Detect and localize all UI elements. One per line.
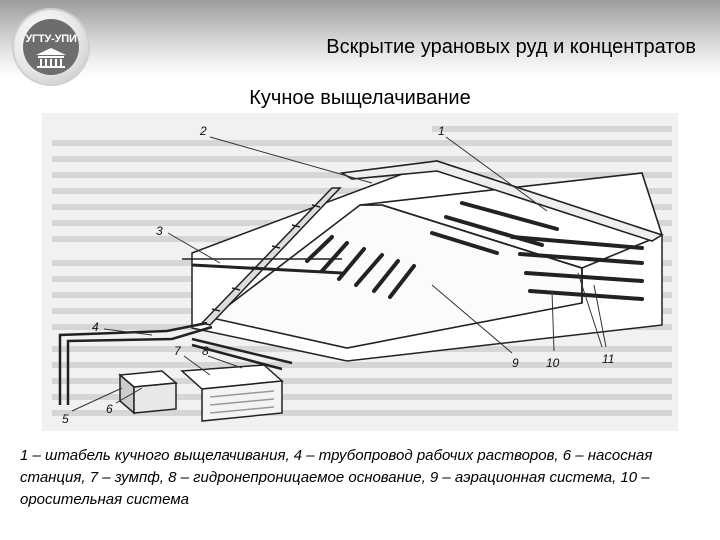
label-10: 10 xyxy=(546,356,560,370)
logo-text: УГТУ-УПИ xyxy=(25,33,77,45)
slide-title: Вскрытие урановых руд и концентратов xyxy=(326,36,696,58)
pump-station xyxy=(120,371,176,413)
label-7: 7 xyxy=(174,344,181,358)
label-5: 5 xyxy=(62,412,69,426)
diagram-title: Кучное выщелачивание xyxy=(249,87,471,109)
label-3: 3 xyxy=(156,224,163,238)
label-8: 8 xyxy=(202,344,209,358)
label-6: 6 xyxy=(106,402,113,416)
university-logo xyxy=(14,10,88,84)
label-9: 9 xyxy=(512,356,519,370)
figure-caption: 1 – штабель кучного выщелачивания, 4 – трубопровод рабочих растворов, 6 – насосная станция, 7 – зумпф, 8 – гидронепроницаемое основание, 9 – аэрационная система, 10 – оросительная система xyxy=(20,447,653,508)
label-1: 1 xyxy=(438,124,445,138)
label-4: 4 xyxy=(92,320,99,334)
building-icon xyxy=(35,47,67,69)
label-11: 11 xyxy=(602,352,615,366)
heap-leaching-figure xyxy=(42,113,678,431)
logo-badge xyxy=(23,19,79,75)
label-2: 2 xyxy=(200,124,207,138)
heap-leaching-diagram xyxy=(42,113,678,431)
